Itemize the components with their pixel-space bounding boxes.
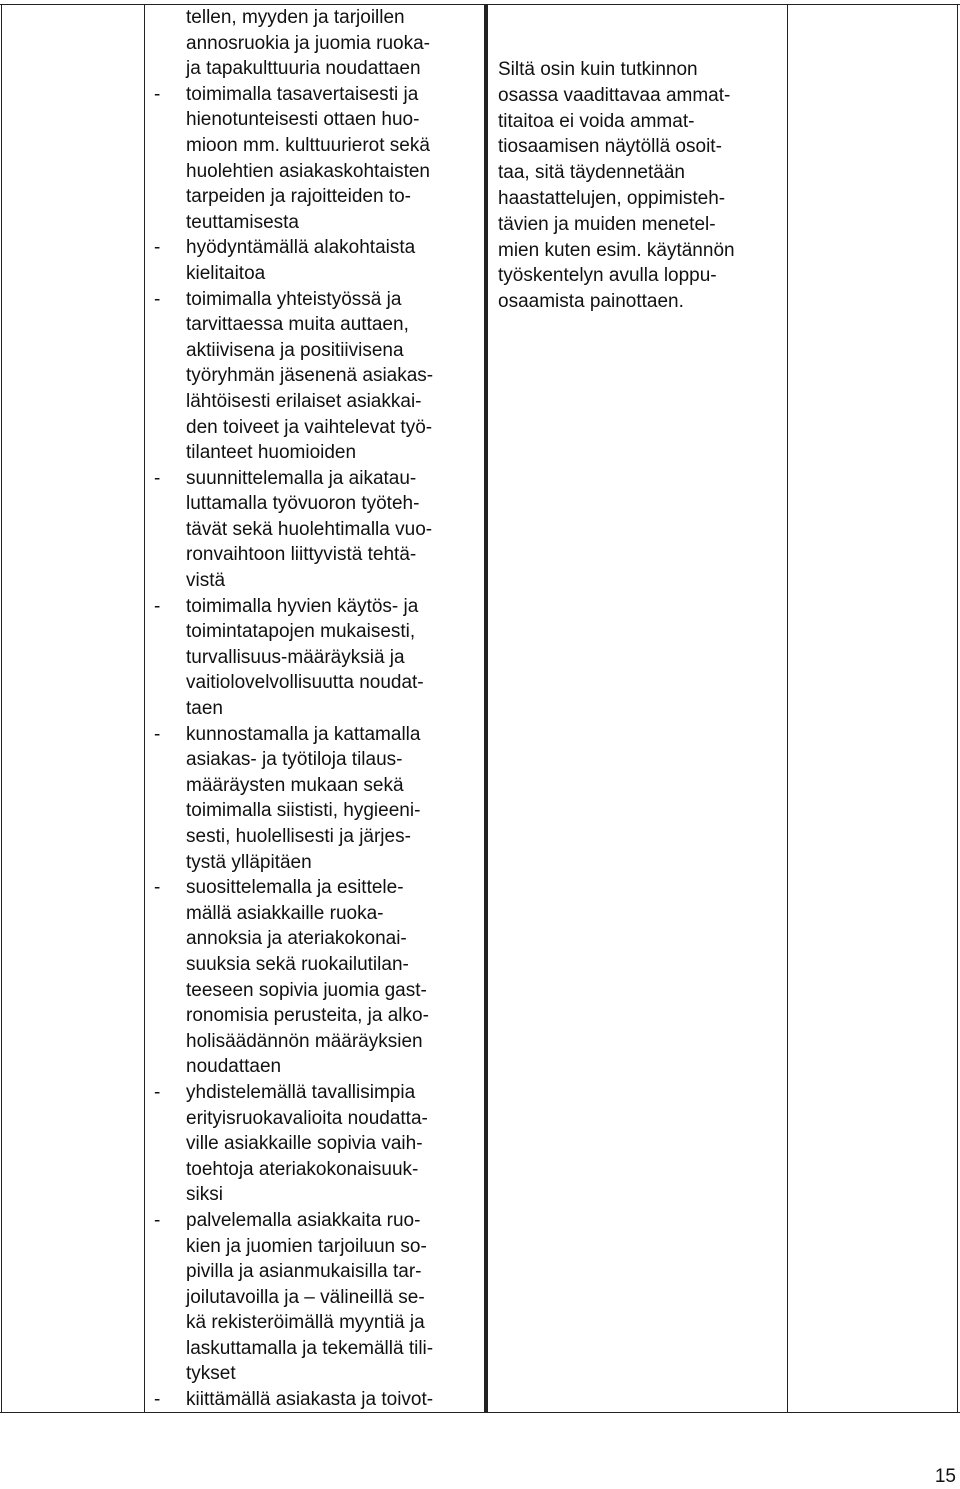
list-item [150, 235, 480, 286]
list-item-text: suunnittelemalla ja aikatau- luttamalla työvuoron työteh- tävät sekä huolehtimalla vuo- ronvaihtoon liittyvistä tehtä- vistä [186, 467, 433, 592]
assessment-note: Siltä osin kuin tutkinnon osassa vaadittavaa ammat- titaitoa ei voida ammat- tiosaamisen näytöllä osoit- taa, sitä täydennetään haastattelujen, oppimisteh- tävien ja muiden menetel- mien kuten esim. käytännön työskentelyn avulla loppu- osaamista painottaen. [498, 59, 735, 313]
dash-bullet: - [154, 288, 161, 310]
list-item-text: suosittelemalla ja esittele- mällä asiakkaille ruoka- annoksia ja ateriakokonai- suuksia sekä ruokailutilan- teeseen sopivia juomia gast- ronomisia perusteita, ja alko- holisäädännön määräyksien noudattaen [186, 877, 429, 1078]
list-item-text: kunnostamalla ja kattamalla asiakas- ja työtiloja tilaus- määräysten mukaan sekä toimimalla siististi, hygieeni- sesti, huolellisesti ja järjes- tystä ylläpitäen [186, 723, 421, 873]
dash-bullet: - [154, 467, 161, 489]
list-item [150, 875, 480, 1080]
table-left-border [1, 4, 2, 1413]
list-item [150, 1208, 480, 1387]
list-item [150, 287, 480, 466]
dash-bullet: - [154, 877, 161, 899]
list-item [150, 722, 480, 876]
list-item-text: hyödyntämällä alakohtaista kielitaitoa [186, 237, 416, 284]
list-item [150, 1387, 480, 1413]
dash-bullet: - [154, 83, 161, 105]
list-item [150, 466, 480, 594]
list-item-text: kiittämällä asiakasta ja toivot- [186, 1389, 434, 1411]
list-item [150, 1080, 480, 1208]
dash-bullet: - [154, 723, 161, 745]
intro-text: tellen, myyden ja tarjoillen annosruokia ja juomia ruoka- ja tapakulttuuria noudattaen [186, 7, 430, 80]
list-item [150, 82, 480, 236]
list-item-text: toimimalla hyvien käytös- ja toimintatapojen mukaisesti, turvallisuus-määräyksiä ja vaitiolovelvollisuutta noudat- taen [186, 595, 424, 720]
dash-bullet: - [154, 1389, 161, 1411]
dash-bullet: - [154, 1209, 161, 1231]
list-item-text: yhdistelemällä tavallisimpia erityisruokavalioita noudatta- ville asiakkaille sopivia vaih- toehtoja ateriakokonaisuuk- siksi [186, 1081, 428, 1206]
table-right-border [957, 4, 958, 1413]
list-item-text: palvelemalla asiakkaita ruo- kien ja juomien tarjoiluun so- pivilla ja asianmukaisilla tar- joilutavoilla ja – välineillä se- kä rekisteröimällä myyntiä ja laskuttamalla ja tekemällä tili- tykset [186, 1209, 434, 1385]
list-item-text: toimimalla tasavertaisesti ja hienotunteisesti ottaen huo- mioon mm. kulttuurierot sekä huolehtien asiakaskohtaisten tarpeiden ja rajoitteiden to- teuttamisesta [186, 83, 431, 233]
dash-bullet: - [154, 1081, 161, 1103]
dash-bullet: - [154, 237, 161, 259]
column-divider [144, 4, 145, 1413]
column-divider [484, 4, 488, 1413]
list-item [150, 594, 480, 722]
skills-criteria-column [150, 5, 480, 1413]
list-item-text: toimimalla yhteistyössä ja tarvittaessa muita auttaen, aktiivisena ja positiivisena työryhmän jäsenenä asiakas- lähtöisesti erilaiset asiakkai- den toiveet ja vaihtelevat työ- tilanteet huomioiden [186, 288, 434, 464]
page-number: 15 [934, 1466, 956, 1487]
dash-bullet: - [154, 595, 161, 617]
